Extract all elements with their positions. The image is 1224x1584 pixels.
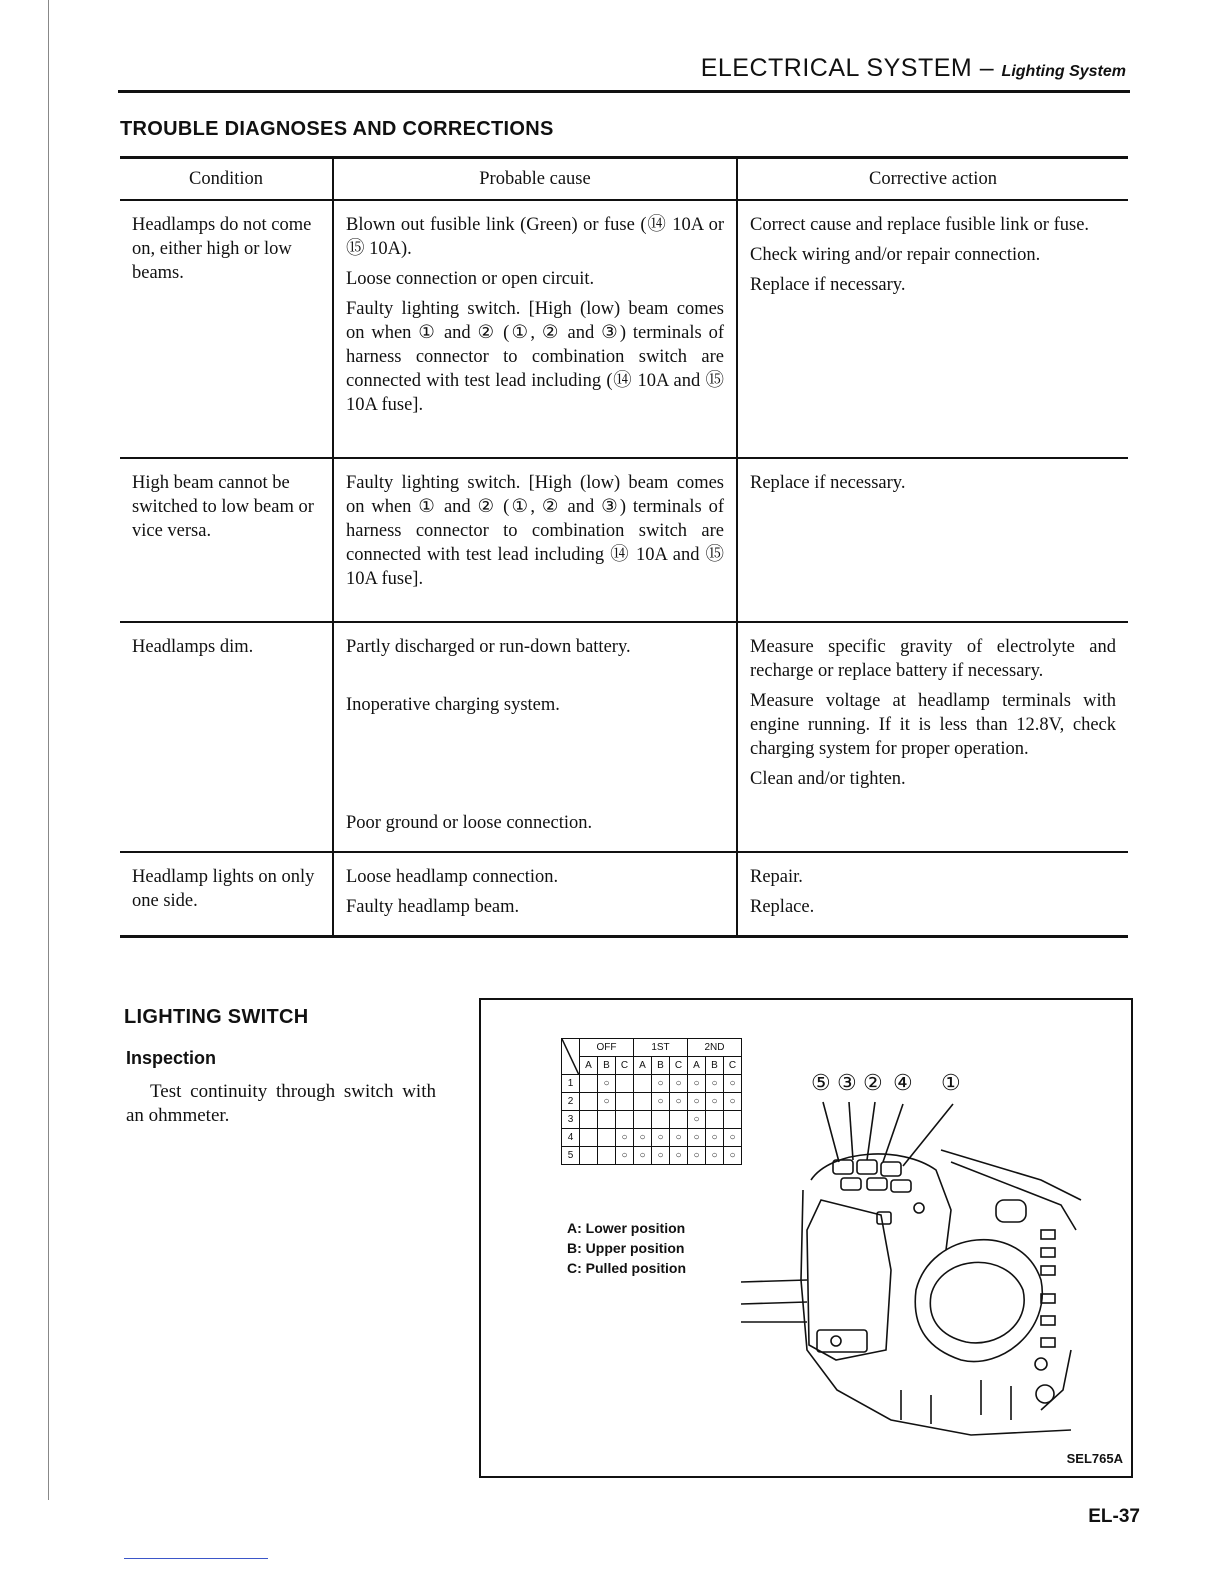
footer-link-rule <box>124 1558 268 1559</box>
sub-col: C <box>616 1057 634 1075</box>
cause-item: Loose connection or open circuit. <box>346 269 595 289</box>
figure-legend <box>567 1218 686 1278</box>
row-causes <box>333 622 737 852</box>
header-rule <box>118 90 1130 93</box>
trouble-section-title: TROUBLE DIAGNOSES AND CORRECTIONS <box>120 118 554 140</box>
cause-item: Partly discharged or run-down battery. <box>346 637 631 657</box>
lighting-switch-figure <box>479 998 1133 1478</box>
column-header-corrective-action: Corrective action <box>737 158 1128 201</box>
legend-item: B: Upper position <box>567 1240 685 1256</box>
terminal-label: 1 <box>562 1075 580 1093</box>
action-item: Measure specific gravity of electrolyte and recharge or replace battery if necessary. <box>750 637 1116 681</box>
pin-label-2: ② <box>863 1070 883 1095</box>
table-row <box>120 458 1128 622</box>
row-actions <box>737 622 1128 852</box>
legend-item: A: Lower position <box>567 1220 686 1236</box>
sub-col: A <box>634 1057 652 1075</box>
sub-col: B <box>598 1057 616 1075</box>
action-item: Check wiring and/or repair connection. <box>750 245 1041 265</box>
sub-col: A <box>688 1057 706 1075</box>
page-header <box>701 54 1126 83</box>
action-item: Replace if necessary. <box>750 473 906 493</box>
corner-cell <box>562 1039 580 1075</box>
cause-item: Faulty lighting switch. [High (low) beam comes on when ① and ② (①, ② and ③) terminals of harness connector to combination switch are connected with test lead including ⑭ 10A and ⑮ 10A fuse]. <box>346 473 724 589</box>
cause-item: Loose headlamp connection. <box>346 867 559 887</box>
cause-item: Faulty lighting switch. [High (low) beam comes on when ① and ② (①, ② and ③) terminals of harness connector to combination switch are connected with test lead including (⑭ 10A and ⑮ 10A fuse]. <box>346 299 724 415</box>
legend-item: C: Pulled position <box>567 1260 686 1276</box>
terminal-label: 5 <box>562 1147 580 1165</box>
cause-item: Inoperative charging system. <box>346 695 560 715</box>
cause-item: Poor ground or loose connection. <box>346 813 593 833</box>
position-1st: 1ST <box>634 1039 688 1057</box>
trouble-diagnoses-table <box>120 156 1128 938</box>
position-off: OFF <box>580 1039 634 1057</box>
header-subtitle: Lighting System <box>1001 63 1126 80</box>
action-item: Replace. <box>750 897 815 917</box>
combination-switch-drawing <box>741 1090 1131 1450</box>
row-condition: Headlamps dim. <box>120 622 333 852</box>
row-causes <box>333 852 737 937</box>
row-actions <box>737 200 1128 458</box>
pin-label-1: ① <box>941 1070 961 1095</box>
header-separator: – <box>979 54 995 82</box>
row-actions <box>737 458 1128 622</box>
position-2nd: 2ND <box>688 1039 742 1057</box>
cause-item: Blown out fusible link (Green) or fuse (⑭ 10A or ⑮ 10A). <box>346 215 724 259</box>
action-item: Clean and/or tighten. <box>750 769 906 789</box>
action-item: Repair. <box>750 867 803 887</box>
inspection-subtitle: Inspection <box>126 1048 217 1068</box>
pin-label-4: ④ <box>893 1070 913 1095</box>
binder-margin-line <box>48 0 49 1500</box>
continuity-table: OFF 1ST 2ND A B C A B C A B C 1 ○ ○ ○ ○ ○ ○ 2 ○ ○ ○ ○ ○ ○ 3 ○ 4 ○ ○ ○ ○ ○ ○ ○ 5 ○ ○ ○ ○ ○ ○ ○ <box>561 1038 742 1165</box>
sub-col: C <box>670 1057 688 1075</box>
table-row <box>120 200 1128 458</box>
lighting-switch-title: LIGHTING SWITCH <box>124 1006 309 1028</box>
row-condition: High beam cannot be switched to low beam or vice versa. <box>120 458 333 622</box>
column-header-probable-cause: Probable cause <box>333 158 737 201</box>
row-condition: Headlamp lights on only one side. <box>120 852 333 937</box>
action-item: Replace if necessary. <box>750 275 906 295</box>
column-header-condition: Condition <box>120 158 333 201</box>
sub-col: B <box>706 1057 724 1075</box>
row-actions <box>737 852 1128 937</box>
row-causes <box>333 200 737 458</box>
page-number: EL-37 <box>1088 1506 1140 1527</box>
table-row <box>120 622 1128 852</box>
inspection-body: Test continuity through switch with an ohmmeter. <box>126 1081 436 1126</box>
terminal-label: 4 <box>562 1129 580 1147</box>
sub-col: B <box>652 1057 670 1075</box>
pin-label-3: ③ <box>837 1070 857 1095</box>
header-title: ELECTRICAL SYSTEM <box>700 54 973 82</box>
row-condition: Headlamps do not come on, either high or low beams. <box>120 200 333 458</box>
sub-col: C <box>724 1057 742 1075</box>
table-header-row <box>120 158 1128 201</box>
row-causes <box>333 458 737 622</box>
pin-label-5: ⑤ <box>811 1070 831 1095</box>
terminal-label: 2 <box>562 1093 580 1111</box>
action-item: Measure voltage at headlamp terminals with engine running. If it is less than 12.8V, check charging system for proper operation. <box>750 691 1116 759</box>
terminal-label: 3 <box>562 1111 580 1129</box>
table-row <box>120 852 1128 937</box>
figure-code: SEL765A <box>1066 1451 1123 1466</box>
diagonal-line <box>562 1039 579 1075</box>
cause-item: Faulty headlamp beam. <box>346 897 520 917</box>
sub-col: A <box>580 1057 598 1075</box>
action-item: Correct cause and replace fusible link or fuse. <box>750 215 1090 235</box>
